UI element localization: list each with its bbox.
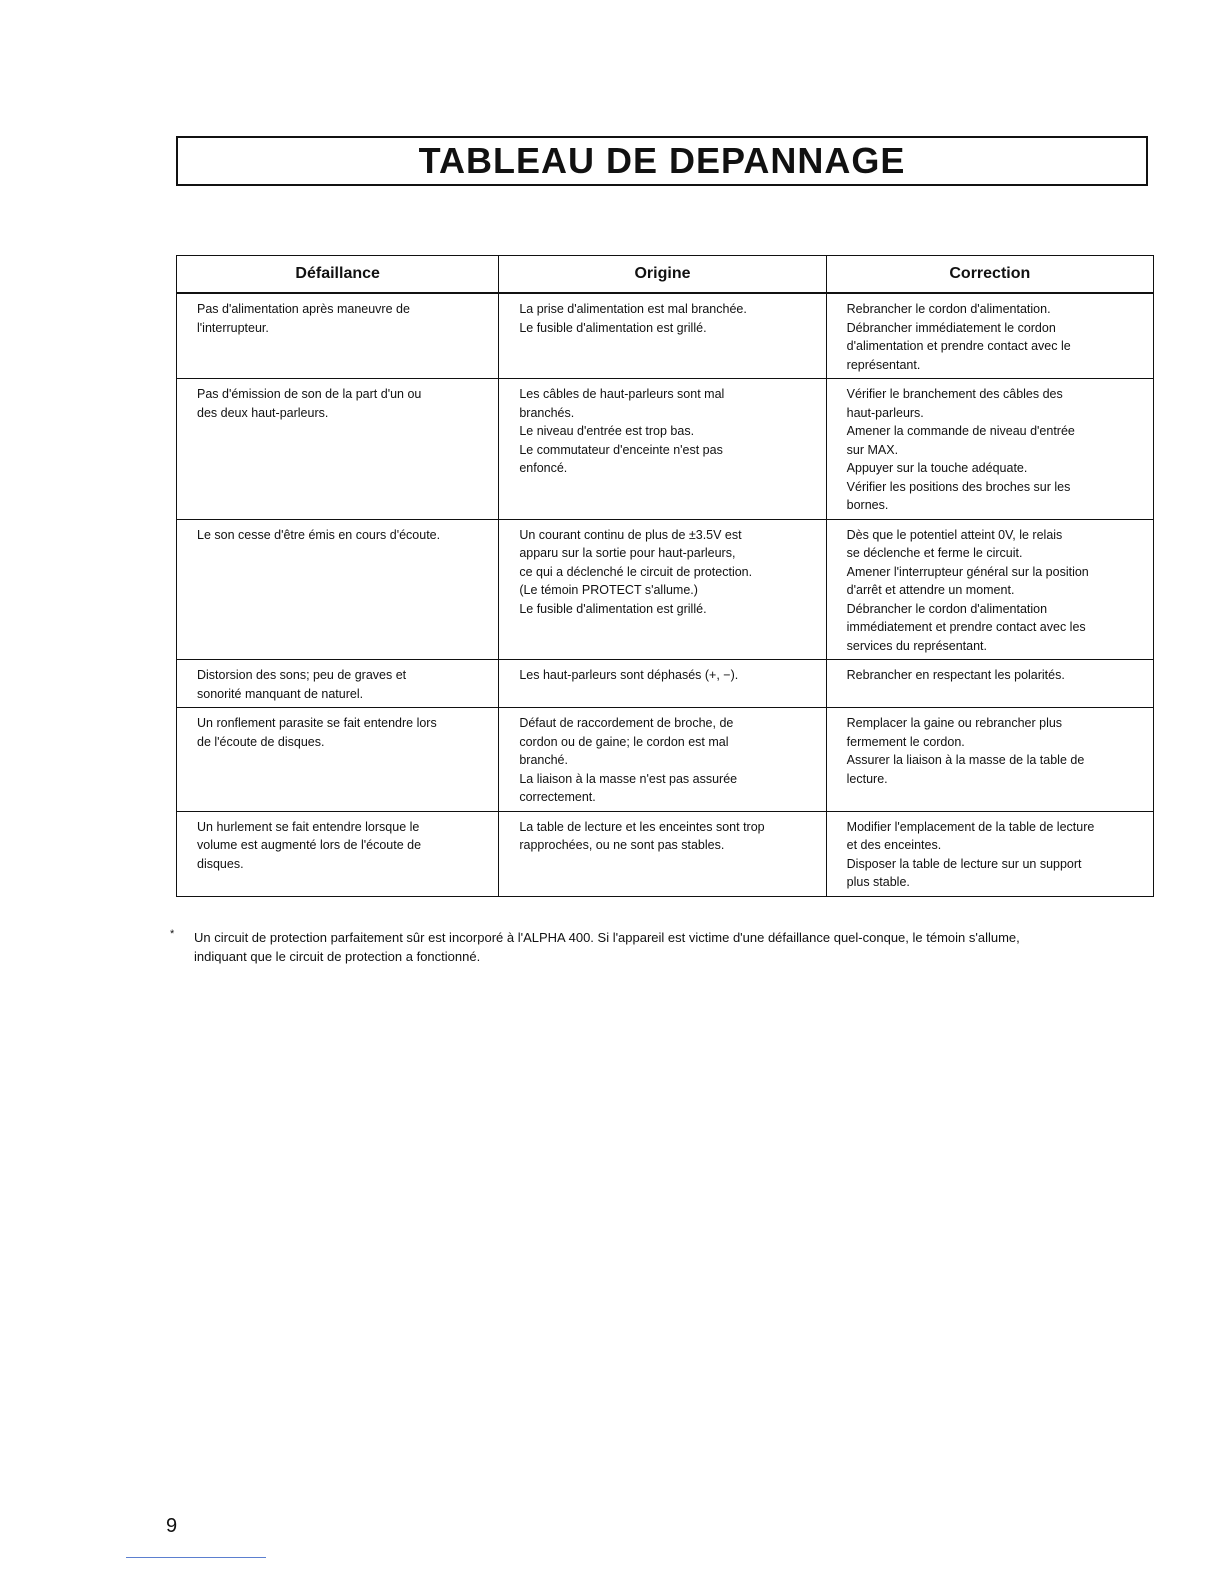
cell-origine: [499, 811, 826, 896]
footnote: [170, 928, 1160, 966]
defaillance-line: sonorité manquant de naturel.: [197, 686, 364, 701]
origine-line: Défaut de raccordement de broche, de: [519, 716, 734, 730]
cell-origine: [499, 293, 826, 379]
page-number: 9: [166, 1515, 178, 1537]
correction-line: Rebrancher le cordon d'alimentation.: [846, 302, 1051, 316]
correction-line: d'arrêt et attendre un moment.: [846, 583, 1015, 597]
origine-line: Le fusible d'alimentation est grillé.: [519, 601, 707, 616]
header-origine: Origine: [499, 256, 826, 294]
defaillance-line: Le son cesse d'être émis en cours d'écoute.: [197, 527, 441, 542]
correction-line: immédiatement et prendre contact avec les: [846, 620, 1086, 634]
correction-line: Modifier l'emplacement de la table de lecture: [846, 819, 1095, 834]
origine-line: enfoncé.: [519, 461, 568, 475]
correction-line: bornes.: [846, 498, 889, 512]
cell-defaillance: [177, 379, 499, 520]
defaillance-line: Un ronflement parasite se fait entendre lors: [197, 716, 437, 730]
cell-defaillance: [177, 293, 499, 379]
table-row: [177, 811, 1154, 896]
defaillance-line: l'interrupteur.: [197, 320, 269, 335]
defaillance-line: Distorsion des sons; peu de graves et: [197, 668, 407, 682]
cell-correction: [826, 811, 1153, 896]
correction-line: lecture.: [846, 771, 888, 786]
table-row: [177, 708, 1154, 812]
header-defaillance: Défaillance: [177, 256, 499, 294]
origine-line: La table de lecture et les enceintes sont trop: [519, 819, 765, 834]
correction-line: services du représentant.: [846, 638, 988, 653]
origine-line: Un courant continu de plus de ±3.5V est: [519, 527, 742, 542]
correction-line: Appuyer sur la touche adéquate.: [846, 461, 1028, 475]
correction-line: Amener la commande de niveau d'entrée: [846, 424, 1075, 438]
origine-line: correctement.: [519, 790, 596, 804]
correction-line: Vérifier les positions des broches sur les: [846, 479, 1071, 494]
cell-defaillance: [177, 708, 499, 812]
origine-line: branché.: [519, 753, 568, 767]
footnote-line: indiquant que le circuit de protection a fonctionné.: [194, 949, 481, 964]
origine-line: rapprochées, ou ne sont pas stables.: [519, 838, 725, 852]
defaillance-line: Pas d'alimentation après maneuvre de: [197, 302, 410, 316]
table-row: [177, 660, 1154, 708]
origine-line: apparu sur la sortie pour haut-parleurs,: [519, 546, 736, 560]
correction-line: Disposer la table de lecture sur un support: [846, 856, 1082, 871]
table-row: [177, 379, 1154, 520]
correction-line: Amener l'interrupteur général sur la position: [846, 564, 1089, 579]
correction-line: d'alimentation et prendre contact avec le: [846, 339, 1071, 353]
origine-line: Les câbles de haut-parleurs sont mal: [519, 387, 725, 401]
table-row: [177, 293, 1154, 379]
origine-line: cordon ou de gaine; le cordon est mal: [519, 734, 729, 749]
cell-defaillance: [177, 660, 499, 708]
correction-line: Vérifier le branchement des câbles des: [846, 387, 1063, 401]
correction-line: Débrancher immédiatement le cordon: [846, 320, 1056, 335]
troubleshooting-table: [176, 255, 1154, 897]
bottom-rule: [126, 1557, 266, 1558]
origine-line: Le niveau d'entrée est trop bas.: [519, 424, 695, 438]
cell-origine: [499, 519, 826, 660]
correction-line: représentant.: [846, 357, 921, 372]
cell-correction: [826, 293, 1153, 379]
correction-line: Remplacer la gaine ou rebrancher plus: [846, 716, 1063, 730]
cell-origine: [499, 379, 826, 520]
defaillance-line: volume est augmenté lors de l'écoute de: [197, 838, 422, 852]
header-correction: Correction: [826, 256, 1153, 294]
correction-line: plus stable.: [846, 875, 910, 889]
correction-line: Assurer la liaison à la masse de la table de: [846, 753, 1085, 767]
defaillance-line: de l'écoute de disques.: [197, 734, 325, 749]
cell-origine: [499, 708, 826, 812]
page-title: TABLEAU DE DEPANNAGE: [418, 140, 906, 181]
correction-line: se déclenche et ferme le circuit.: [846, 546, 1023, 560]
footnote-line: Un circuit de protection parfaitement sûr est incorporé à l'ALPHA 400. Si l'appareil est victime d'une défaillance quel-conque, le témoin s'allume,: [194, 930, 1020, 945]
origine-line: (Le témoin PROTECT s'allume.): [519, 583, 698, 597]
defaillance-line: disques.: [197, 856, 244, 871]
cell-correction: [826, 519, 1153, 660]
correction-line: Rebrancher en respectant les polarités.: [846, 668, 1065, 682]
correction-line: sur MAX.: [846, 442, 899, 457]
cell-defaillance: [177, 519, 499, 660]
origine-line: Le commutateur d'enceinte n'est pas: [519, 442, 723, 457]
cell-correction: [826, 660, 1153, 708]
table-header-row: [177, 256, 1154, 294]
origine-line: Les haut-parleurs sont déphasés (+, −).: [519, 668, 739, 682]
defaillance-line: Un hurlement se fait entendre lorsque le: [197, 819, 420, 834]
correction-line: et des enceintes.: [846, 838, 942, 852]
table-row: [177, 519, 1154, 660]
correction-line: Dès que le potentiel atteint 0V, le relais: [846, 527, 1063, 542]
footnote-mark: *: [170, 928, 175, 940]
origine-line: ce qui a déclenché le circuit de protection.: [519, 564, 753, 579]
cell-origine: [499, 660, 826, 708]
defaillance-line: des deux haut-parleurs.: [197, 405, 329, 420]
correction-line: fermement le cordon.: [846, 734, 965, 749]
cell-correction: [826, 379, 1153, 520]
cell-defaillance: [177, 811, 499, 896]
correction-line: haut-parleurs.: [846, 405, 924, 420]
cell-correction: [826, 708, 1153, 812]
origine-line: Le fusible d'alimentation est grillé.: [519, 320, 707, 335]
defaillance-line: Pas d'émission de son de la part d'un ou: [197, 387, 422, 401]
origine-line: branchés.: [519, 405, 575, 420]
correction-line: Débrancher le cordon d'alimentation: [846, 601, 1048, 616]
title-box: [176, 136, 1148, 186]
origine-line: La prise d'alimentation est mal branchée.: [519, 302, 747, 316]
origine-line: La liaison à la masse n'est pas assurée: [519, 771, 738, 786]
